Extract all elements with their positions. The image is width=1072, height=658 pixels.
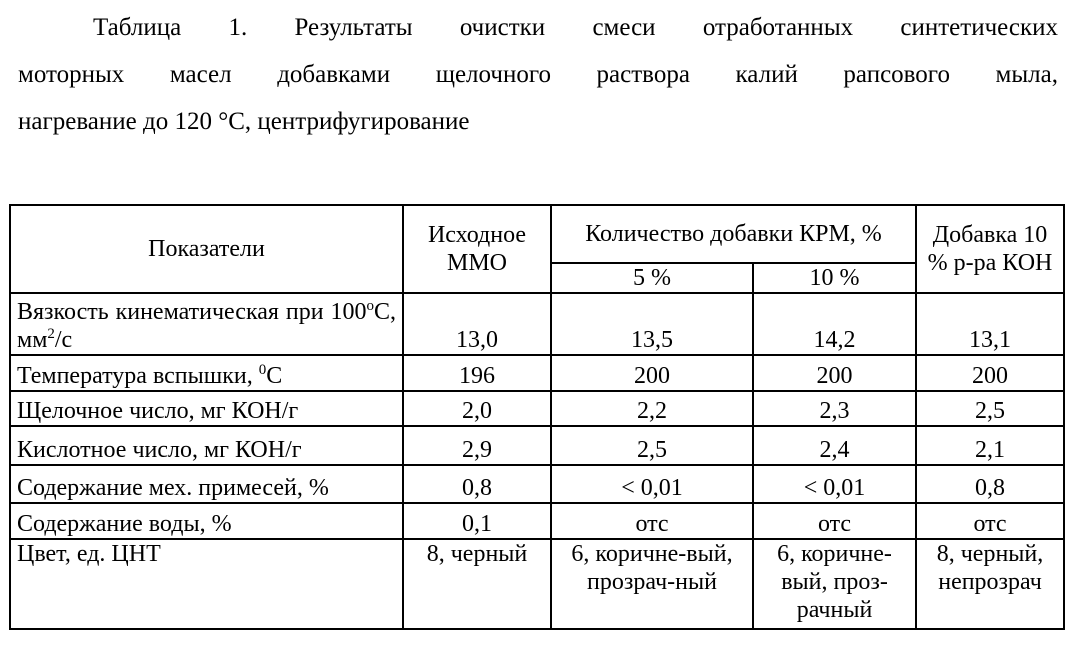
cell-initial: 2,0 xyxy=(403,391,551,426)
cell-krm10: 2,4 xyxy=(753,426,916,465)
results-table xyxy=(9,204,1065,630)
table-row xyxy=(10,391,1064,426)
header-indicators: Показатели xyxy=(10,205,403,293)
header-row xyxy=(10,205,1064,263)
header-koh: Добавка 10 % р-ра КОН xyxy=(916,205,1064,293)
cell-koh: 200 xyxy=(916,355,1064,391)
caption-line-1: Таблица 1. Результаты очистки смеси отработанных синтетических xyxy=(93,14,1058,41)
cell-krm10: отс xyxy=(753,503,916,539)
table-row xyxy=(10,355,1064,391)
cell-koh: 8, черный, непрозрач xyxy=(916,539,1064,629)
cell-initial: 0,1 xyxy=(403,503,551,539)
cell-initial: 2,9 xyxy=(403,426,551,465)
row-label: Цвет, ед. ЦНТ xyxy=(10,539,403,629)
row-label: Вязкость кинематическая при $100^оС$, $мм^2/с$ xyxy=(10,293,403,355)
table-row xyxy=(10,503,1064,539)
cell-krm10: 14,2 xyxy=(753,293,916,355)
cell-initial: 196 xyxy=(403,355,551,391)
cell-krm5: 13,5 xyxy=(551,293,753,355)
row-label: Содержание мех. примесей, % xyxy=(10,465,403,503)
cell-initial: 13,0 xyxy=(403,293,551,355)
table-caption xyxy=(18,4,1058,145)
cell-krm10: 200 xyxy=(753,355,916,391)
table-row xyxy=(10,426,1064,465)
header-krm-amount: Количество добавки КРМ, % xyxy=(551,205,916,263)
table-row xyxy=(10,539,1064,629)
cell-koh: 2,5 xyxy=(916,391,1064,426)
cell-krm10: 6, коричне-вый, проз-рачный xyxy=(753,539,916,629)
row-label: Температура вспышки, $^0$С xyxy=(10,355,403,391)
cell-krm5: 2,5 xyxy=(551,426,753,465)
cell-krm5: < 0,01 xyxy=(551,465,753,503)
table-row xyxy=(10,465,1064,503)
cell-krm10: < 0,01 xyxy=(753,465,916,503)
cell-koh: 2,1 xyxy=(916,426,1064,465)
cell-krm5: 2,2 xyxy=(551,391,753,426)
caption-line-2: моторных масел добавками щелочного раствора калий рапсового мыла, xyxy=(18,61,1058,88)
header-krm-5: 5 % xyxy=(551,263,753,293)
table-row xyxy=(10,293,1064,355)
row-label: Щелочное число, мг КОН/г xyxy=(10,391,403,426)
header-krm-10: 10 % xyxy=(753,263,916,293)
cell-koh: отс xyxy=(916,503,1064,539)
cell-krm5: отс xyxy=(551,503,753,539)
cell-initial: 8, черный xyxy=(403,539,551,629)
cell-krm5: 200 xyxy=(551,355,753,391)
row-label: Кислотное число, мг КОН/г xyxy=(10,426,403,465)
header-initial: Исходное ММО xyxy=(403,205,551,293)
cell-krm5: 6, коричне-вый, прозрач-ный xyxy=(551,539,753,629)
cell-initial: 0,8 xyxy=(403,465,551,503)
cell-koh: 13,1 xyxy=(916,293,1064,355)
caption-line-3: нагревание до 120 °С, центрифугирование xyxy=(18,108,470,135)
cell-krm10: 2,3 xyxy=(753,391,916,426)
row-label: Содержание воды, % xyxy=(10,503,403,539)
cell-koh: 0,8 xyxy=(916,465,1064,503)
